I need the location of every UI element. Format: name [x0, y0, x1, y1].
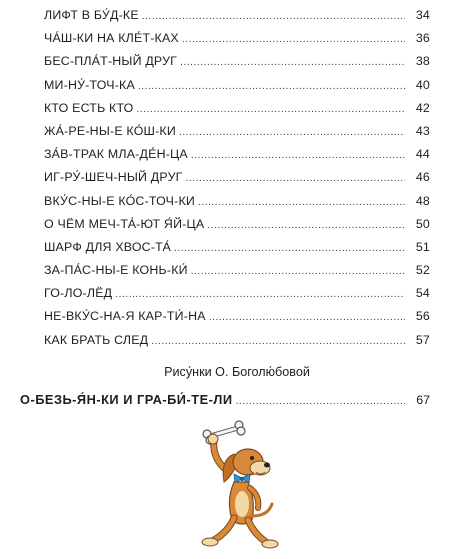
toc-entry-page: 56: [415, 309, 430, 324]
toc-entry-page: 38: [415, 54, 430, 69]
toc-entry[interactable]: [44, 333, 430, 356]
toc-section-entry[interactable]: [20, 392, 430, 407]
toc-entry-page: 51: [415, 239, 430, 254]
illustrator-credit: Рису́нки О. Боголю́бовой: [164, 365, 310, 379]
toc-entry-page: 44: [415, 147, 430, 162]
table-of-contents: [44, 8, 430, 356]
toc-entry-title: ШАРФ ДЛЯ ХВОС-ТА́: [44, 239, 171, 254]
toc-entry-title: БЕС-ПЛА́Т-НЫЙ ДРУГ: [44, 54, 178, 69]
toc-entry[interactable]: [44, 263, 430, 286]
toc-leader-dots: [207, 220, 405, 231]
toc-entry-title: ЗА-ПА́С-НЫ-Е КОНЬ-КИ́: [44, 263, 188, 278]
toc-entry-title: КТО ЕСТЬ КТО: [44, 100, 134, 115]
toc-leader-dots: [191, 266, 405, 277]
toc-entry[interactable]: [44, 240, 430, 263]
toc-leader-dots: [174, 243, 405, 254]
toc-entry-page: 43: [415, 123, 430, 138]
toc-entry-title: КАК БРАТЬ СЛЕД: [44, 332, 149, 347]
toc-entry[interactable]: [44, 8, 430, 31]
toc-entry[interactable]: [44, 124, 430, 147]
toc-entry-title: ИГ-РУ́-ШЕЧ-НЫЙ ДРУГ: [44, 170, 183, 185]
toc-leader-dots: [115, 289, 405, 300]
toc-entry[interactable]: [44, 31, 430, 54]
toc-leader-dots: [142, 11, 405, 22]
toc-entry[interactable]: [44, 147, 430, 170]
toc-entry[interactable]: [44, 286, 430, 309]
toc-leader-dots: [209, 312, 405, 323]
toc-entry-page: 54: [415, 286, 430, 301]
toc-entry-page: 42: [415, 100, 430, 115]
toc-section-page: 67: [416, 393, 430, 407]
toc-entry-page: 48: [415, 193, 430, 208]
toc-leader-dots: [179, 127, 405, 138]
toc-entry-page: 52: [415, 263, 430, 278]
toc-entry-page: 50: [415, 216, 430, 231]
toc-entry[interactable]: [44, 54, 430, 77]
toc-entry-page: 40: [415, 77, 430, 92]
toc-entry-page: 57: [415, 332, 430, 347]
toc-entry[interactable]: [44, 170, 430, 193]
toc-entry-page: 46: [415, 170, 430, 185]
toc-entry-title: НЕ-ВКУ́С-НА-Я КАР-ТИ́-НА: [44, 309, 206, 324]
toc-leader-dots: [198, 197, 405, 208]
toc-entry[interactable]: [44, 194, 430, 217]
toc-leader-dots: [186, 173, 405, 184]
toc-entry-title: ГО-ЛО-ЛЁД: [44, 286, 113, 301]
toc-entry-page: 34: [415, 8, 430, 22]
toc-entry-title: ВКУ́С-НЫ-Е КО́С-ТОЧ-КИ: [44, 193, 195, 208]
toc-leader-dots: [236, 396, 405, 407]
dog-with-bone-icon: [190, 416, 308, 556]
toc-entry-page: 36: [415, 31, 430, 46]
toc-entry-title: ЖА́-РЕ-НЫ-Е КО́Ш-КИ: [44, 123, 176, 138]
toc-leader-dots: [151, 336, 405, 347]
toc-entry-title: ЗА́В-ТРАК МЛА-ДЕ́Н-ЦА: [44, 147, 188, 162]
toc-entry[interactable]: [44, 78, 430, 101]
toc-entry[interactable]: [44, 101, 430, 124]
toc-entry[interactable]: [44, 309, 430, 332]
toc-entry-title: О ЧЁМ МЕЧ-ТА́-ЮТ Я́Й-ЦА: [44, 216, 205, 231]
toc-entry-title: ЧА́Ш-КИ НА КЛЕ́Т-КАХ: [44, 31, 179, 46]
toc-entry[interactable]: [44, 217, 430, 240]
toc-section-title: О-БЕЗЬ-Я́Н-КИ И ГРА-БИ́-ТЕ-ЛИ: [20, 392, 233, 407]
toc-leader-dots: [180, 57, 405, 68]
toc-leader-dots: [138, 81, 405, 92]
toc-leader-dots: [191, 150, 405, 161]
toc-leader-dots: [182, 34, 405, 45]
toc-entry-title: МИ-НУ́-ТОЧ-КА: [44, 77, 135, 92]
toc-leader-dots: [137, 104, 405, 115]
toc-entry-title: ЛИФТ В БУ́Д-КЕ: [44, 8, 139, 22]
